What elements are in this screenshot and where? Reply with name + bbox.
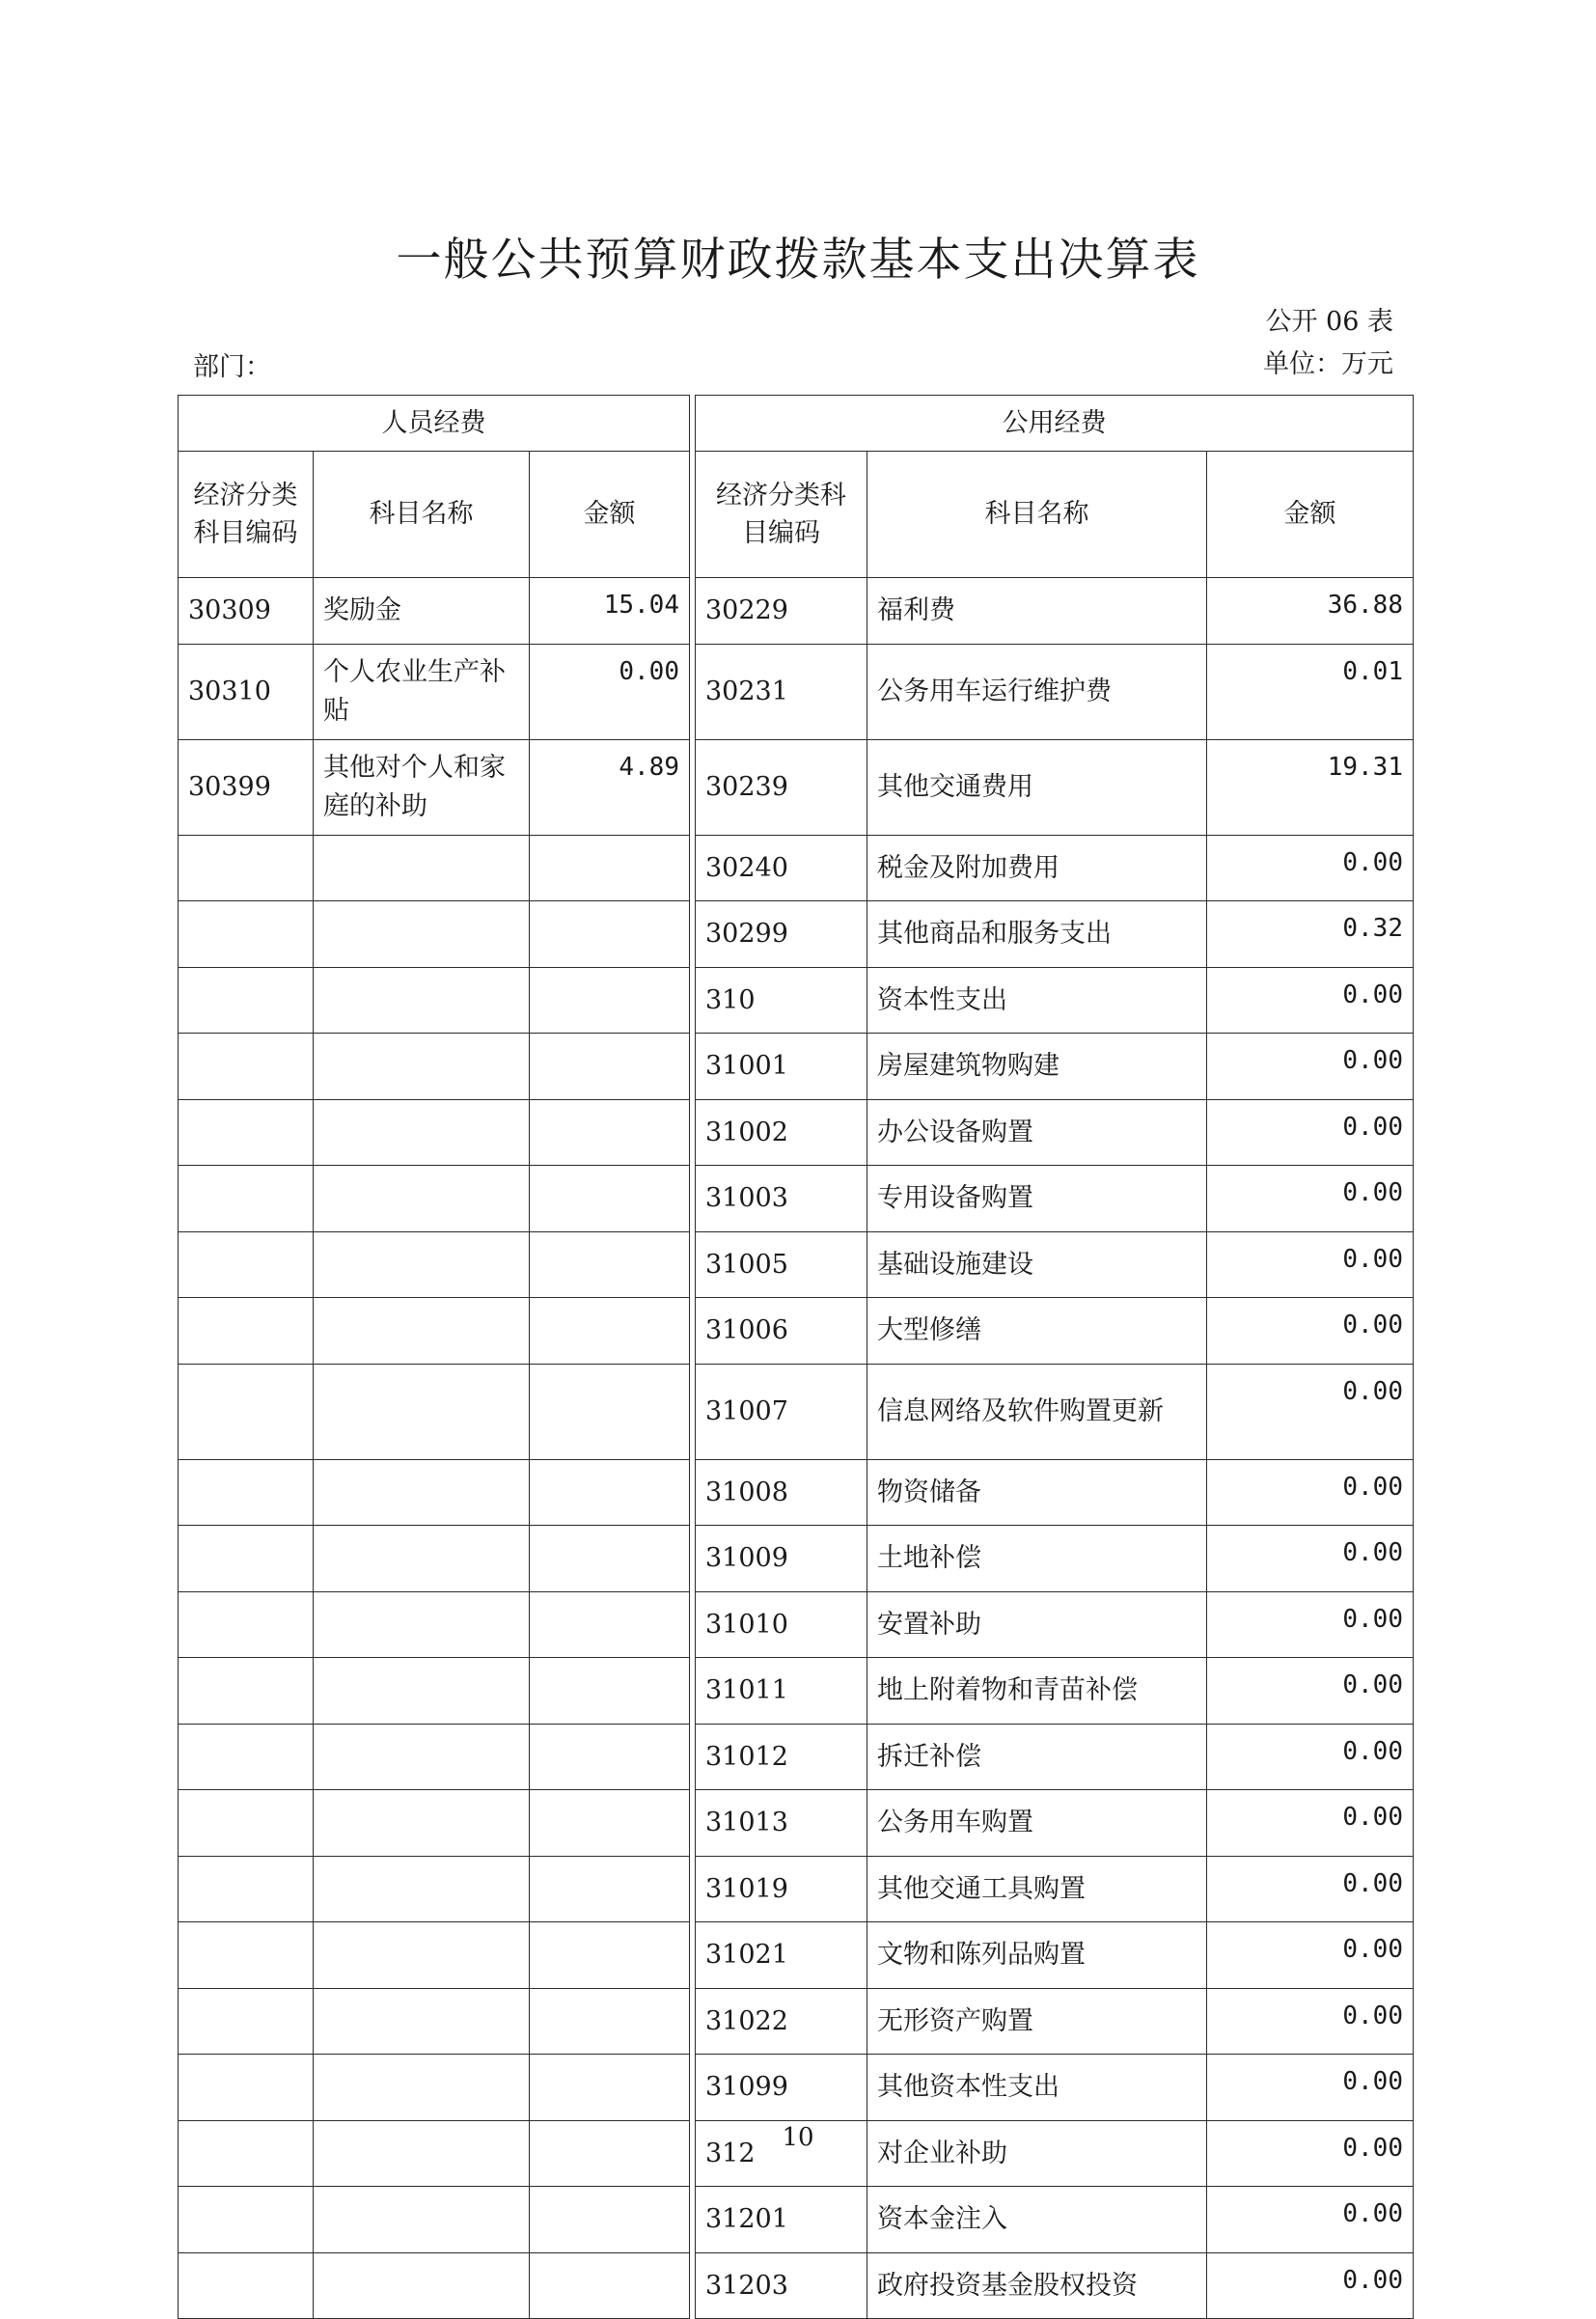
table-row xyxy=(179,1166,1414,1232)
personnel-amount-cell: 15.04 xyxy=(530,578,690,645)
personnel-amount-cell xyxy=(530,1526,690,1592)
public-code-cell: 30229 xyxy=(696,578,867,645)
personnel-name-cell: 奖励金 xyxy=(314,578,530,645)
personnel-name-cell xyxy=(314,967,530,1034)
public-code-cell: 31203 xyxy=(696,2252,867,2319)
public-name-cell: 税金及附加费用 xyxy=(867,835,1207,901)
personnel-code-cell xyxy=(179,835,314,901)
personnel-amount-cell xyxy=(530,967,690,1034)
public-code-cell: 31006 xyxy=(696,1298,867,1365)
personnel-name-cell xyxy=(314,901,530,968)
public-amount-cell: 36.88 xyxy=(1207,578,1414,645)
personnel-amount-cell xyxy=(530,1856,690,1922)
public-amount-cell: 0.01 xyxy=(1207,644,1414,739)
public-code-cell: 31022 xyxy=(696,1988,867,2055)
personnel-amount-cell xyxy=(530,1724,690,1790)
public-name-cell: 福利费 xyxy=(867,578,1207,645)
public-amount-cell: 0.00 xyxy=(1207,2252,1414,2319)
public-name-cell: 其他资本性支出 xyxy=(867,2055,1207,2121)
personnel-name-cell xyxy=(314,2055,530,2121)
table-row xyxy=(179,1658,1414,1725)
personnel-name-cell: 其他对个人和家庭的补助 xyxy=(314,739,530,835)
personnel-name-cell xyxy=(314,835,530,901)
table-row xyxy=(179,1856,1414,1922)
public-name-cell: 资本性支出 xyxy=(867,967,1207,1034)
public-code-cell: 31021 xyxy=(696,1922,867,1989)
personnel-amount-cell xyxy=(530,1099,690,1166)
public-amount-cell: 0.00 xyxy=(1207,1724,1414,1790)
personnel-code-cell xyxy=(179,1526,314,1592)
personnel-amount-cell xyxy=(530,1298,690,1365)
public-amount-cell: 0.00 xyxy=(1207,1790,1414,1857)
personnel-code-cell xyxy=(179,1459,314,1526)
table-row xyxy=(179,1922,1414,1989)
public-amount-cell: 0.00 xyxy=(1207,1459,1414,1526)
form-number: 公开 06 表 xyxy=(1265,307,1393,337)
personnel-name-cell xyxy=(314,1459,530,1526)
table-row xyxy=(179,1459,1414,1526)
personnel-code-cell xyxy=(179,1166,314,1232)
section-header-row xyxy=(179,396,1414,452)
personnel-amount-cell xyxy=(530,1790,690,1857)
public-code-cell: 30299 xyxy=(696,901,867,968)
table-row xyxy=(179,1526,1414,1592)
personnel-amount-cell xyxy=(530,1231,690,1298)
personnel-code-cell xyxy=(179,1231,314,1298)
public-code-cell: 31003 xyxy=(696,1166,867,1232)
public-amount-cell: 0.00 xyxy=(1207,1988,1414,2055)
personnel-name-cell xyxy=(314,2252,530,2319)
personnel-amount-cell xyxy=(530,1988,690,2055)
public-code-cell: 31009 xyxy=(696,1526,867,1592)
expenditure-table xyxy=(178,395,1414,2319)
public-amount-cell: 0.00 xyxy=(1207,2120,1414,2187)
personnel-code-cell xyxy=(179,1364,314,1459)
personnel-name-cell xyxy=(314,1790,530,1857)
header-personnel-amount: 金额 xyxy=(530,452,690,578)
public-amount-cell: 0.00 xyxy=(1207,1298,1414,1365)
personnel-name-cell xyxy=(314,1034,530,1100)
table-row xyxy=(179,1231,1414,1298)
personnel-amount-cell xyxy=(530,901,690,968)
personnel-amount-cell: 0.00 xyxy=(530,644,690,739)
public-name-cell: 公务用车购置 xyxy=(867,1790,1207,1857)
department-label: 部门： xyxy=(193,352,271,382)
public-name-cell: 专用设备购置 xyxy=(867,1166,1207,1232)
public-name-cell: 政府投资基金股权投资 xyxy=(867,2252,1207,2319)
public-code-cell: 31099 xyxy=(696,2055,867,2121)
personnel-name-cell xyxy=(314,1099,530,1166)
public-code-cell: 30240 xyxy=(696,835,867,901)
personnel-code-cell xyxy=(179,1790,314,1857)
personnel-code-cell xyxy=(179,967,314,1034)
personnel-name-cell xyxy=(314,1526,530,1592)
public-amount-cell: 0.00 xyxy=(1207,1364,1414,1459)
personnel-code-cell xyxy=(179,2252,314,2319)
personnel-amount-cell xyxy=(530,1166,690,1232)
personnel-code-cell: 30310 xyxy=(179,644,314,739)
header-public-name: 科目名称 xyxy=(867,452,1207,578)
public-name-cell: 资本金注入 xyxy=(867,2187,1207,2253)
personnel-code-cell xyxy=(179,1922,314,1989)
public-code-cell: 30239 xyxy=(696,739,867,835)
personnel-code-cell xyxy=(179,901,314,968)
public-amount-cell: 0.00 xyxy=(1207,1658,1414,1725)
public-name-cell: 文物和陈列品购置 xyxy=(867,1922,1207,1989)
public-code-cell: 30231 xyxy=(696,644,867,739)
personnel-name-cell xyxy=(314,1988,530,2055)
personnel-code-cell xyxy=(179,2055,314,2121)
public-name-cell: 其他交通费用 xyxy=(867,739,1207,835)
public-code-cell: 312 xyxy=(696,2120,867,2187)
personnel-name-cell xyxy=(314,1298,530,1365)
personnel-name-cell xyxy=(314,1922,530,1989)
table-row xyxy=(179,2055,1414,2121)
public-amount-cell: 0.32 xyxy=(1207,901,1414,968)
header-personnel-code: 经济分类科目编码 xyxy=(179,452,314,578)
table-row xyxy=(179,578,1414,645)
public-code-cell: 31001 xyxy=(696,1034,867,1100)
personnel-code-cell xyxy=(179,1724,314,1790)
personnel-amount-cell xyxy=(530,1922,690,1989)
table-row xyxy=(179,1790,1414,1857)
header-public-amount: 金额 xyxy=(1207,452,1414,578)
personnel-code-cell: 30309 xyxy=(179,578,314,645)
table-row xyxy=(179,1988,1414,2055)
personnel-amount-cell xyxy=(530,2187,690,2253)
personnel-code-cell xyxy=(179,1591,314,1658)
section-personnel: 人员经费 xyxy=(179,396,690,452)
page-number: 10 xyxy=(782,2123,814,2152)
table-row xyxy=(179,1591,1414,1658)
header-public-code: 经济分类科目编码 xyxy=(696,452,867,578)
public-name-cell: 物资储备 xyxy=(867,1459,1207,1526)
table-row xyxy=(179,2187,1414,2253)
public-amount-cell: 19.31 xyxy=(1207,739,1414,835)
public-code-cell: 31012 xyxy=(696,1724,867,1790)
public-name-cell: 大型修缮 xyxy=(867,1298,1207,1365)
public-amount-cell: 0.00 xyxy=(1207,1526,1414,1592)
personnel-name-cell xyxy=(314,1166,530,1232)
public-code-cell: 31011 xyxy=(696,1658,867,1725)
personnel-name-cell xyxy=(314,1591,530,1658)
personnel-amount-cell xyxy=(530,1034,690,1100)
section-public: 公用经费 xyxy=(696,396,1414,452)
personnel-name-cell xyxy=(314,2187,530,2253)
public-name-cell: 基础设施建设 xyxy=(867,1231,1207,1298)
personnel-code-cell xyxy=(179,1988,314,2055)
personnel-amount-cell xyxy=(530,2055,690,2121)
table-row xyxy=(179,1298,1414,1365)
public-amount-cell: 0.00 xyxy=(1207,2187,1414,2253)
personnel-amount-cell xyxy=(530,2252,690,2319)
personnel-code-cell xyxy=(179,1099,314,1166)
public-code-cell: 31019 xyxy=(696,1856,867,1922)
personnel-name-cell: 个人农业生产补贴 xyxy=(314,644,530,739)
public-code-cell: 31010 xyxy=(696,1591,867,1658)
personnel-code-cell xyxy=(179,1856,314,1922)
personnel-amount-cell xyxy=(530,1658,690,1725)
table-row xyxy=(179,644,1414,739)
header-personnel-name: 科目名称 xyxy=(314,452,530,578)
public-code-cell: 31201 xyxy=(696,2187,867,2253)
public-name-cell: 拆迁补偿 xyxy=(867,1724,1207,1790)
personnel-code-cell xyxy=(179,2187,314,2253)
table-row xyxy=(179,1034,1414,1100)
table-row xyxy=(179,1364,1414,1459)
personnel-code-cell xyxy=(179,1298,314,1365)
public-code-cell: 31008 xyxy=(696,1459,867,1526)
public-amount-cell: 0.00 xyxy=(1207,1166,1414,1232)
table-row xyxy=(179,901,1414,968)
public-amount-cell: 0.00 xyxy=(1207,2055,1414,2121)
personnel-amount-cell: 4.89 xyxy=(530,739,690,835)
public-name-cell: 办公设备购置 xyxy=(867,1099,1207,1166)
public-name-cell: 公务用车运行维护费 xyxy=(867,644,1207,739)
personnel-code-cell xyxy=(179,1034,314,1100)
public-amount-cell: 0.00 xyxy=(1207,1231,1414,1298)
public-amount-cell: 0.00 xyxy=(1207,1099,1414,1166)
table-row xyxy=(179,2252,1414,2319)
unit-label: 单位：万元 xyxy=(1263,349,1393,379)
public-amount-cell: 0.00 xyxy=(1207,967,1414,1034)
personnel-code-cell xyxy=(179,1658,314,1725)
personnel-amount-cell xyxy=(530,1591,690,1658)
table-row xyxy=(179,1099,1414,1166)
table-row xyxy=(179,835,1414,901)
personnel-name-cell xyxy=(314,1856,530,1922)
personnel-name-cell xyxy=(314,1724,530,1790)
public-name-cell: 其他交通工具购置 xyxy=(867,1856,1207,1922)
public-amount-cell: 0.00 xyxy=(1207,1856,1414,1922)
public-name-cell: 无形资产购置 xyxy=(867,1988,1207,2055)
personnel-code-cell: 30399 xyxy=(179,739,314,835)
public-name-cell: 地上附着物和青苗补偿 xyxy=(867,1658,1207,1725)
personnel-name-cell xyxy=(314,1658,530,1725)
public-amount-cell: 0.00 xyxy=(1207,1034,1414,1100)
public-name-cell: 房屋建筑物购建 xyxy=(867,1034,1207,1100)
personnel-amount-cell xyxy=(530,1459,690,1526)
personnel-name-cell xyxy=(314,1231,530,1298)
public-code-cell: 31013 xyxy=(696,1790,867,1857)
public-code-cell: 31002 xyxy=(696,1099,867,1166)
public-name-cell: 土地补偿 xyxy=(867,1526,1207,1592)
public-amount-cell: 0.00 xyxy=(1207,835,1414,901)
public-code-cell: 31007 xyxy=(696,1364,867,1459)
personnel-amount-cell xyxy=(530,1364,690,1459)
public-name-cell: 对企业补助 xyxy=(867,2120,1207,2187)
personnel-name-cell xyxy=(314,1364,530,1459)
page-title: 一般公共预算财政拨款基本支出决算表 xyxy=(396,234,1200,287)
public-code-cell: 31005 xyxy=(696,1231,867,1298)
public-name-cell: 其他商品和服务支出 xyxy=(867,901,1207,968)
column-header-row xyxy=(179,452,1414,578)
expenditure-table-container xyxy=(178,395,1413,2319)
public-code-cell: 310 xyxy=(696,967,867,1034)
personnel-amount-cell xyxy=(530,835,690,901)
public-name-cell: 安置补助 xyxy=(867,1591,1207,1658)
public-amount-cell: 0.00 xyxy=(1207,1922,1414,1989)
public-amount-cell: 0.00 xyxy=(1207,1591,1414,1658)
table-row xyxy=(179,967,1414,1034)
public-name-cell: 信息网络及软件购置更新 xyxy=(867,1364,1207,1459)
table-row xyxy=(179,739,1414,835)
table-row xyxy=(179,1724,1414,1790)
